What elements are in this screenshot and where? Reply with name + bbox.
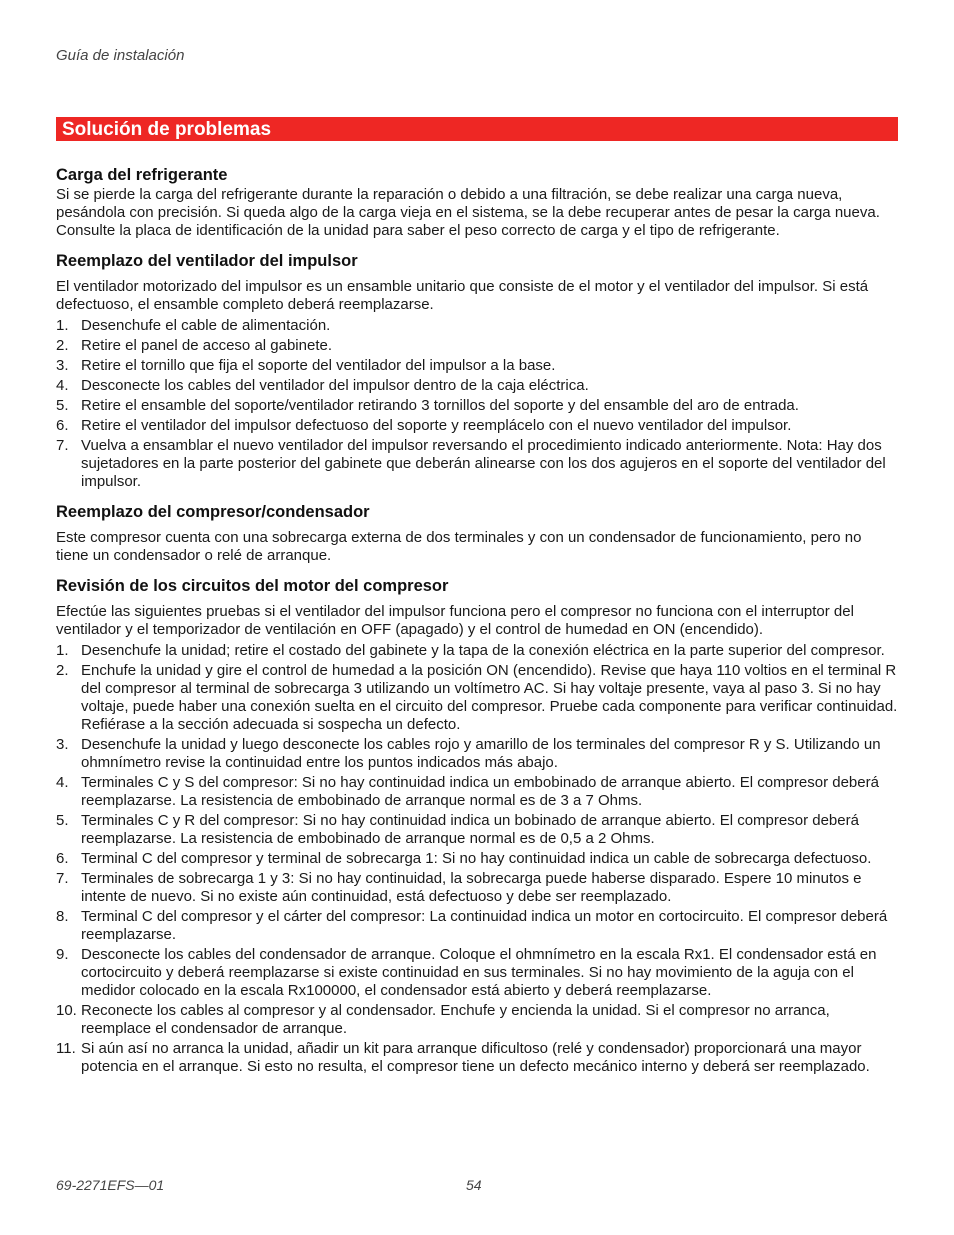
step-number: 7. [56, 437, 69, 454]
step-number: 4. [56, 774, 69, 791]
footer-doc-number: 69-2271EFS—01 [56, 1177, 165, 1193]
circuit-check-step [56, 736, 898, 772]
step-text: Retire el ventilador del impulsor defectuoso del soporte y reemplácelo con el nuevo ventilador del impulsor. [81, 417, 792, 434]
circuit-check-step [56, 662, 898, 734]
blower-intro: El ventilador motorizado del impulsor es un ensamble unitario que consiste de el motor y el ventilador del impulsor. Si está defectuoso, el ensamble completo deberá reemplazarse. [56, 278, 869, 313]
step-number: 4. [56, 377, 69, 394]
circuit-check-intro: Efectúe las siguientes pruebas si el ventilador del impulsor funciona pero el compresor no funciona con el interruptor del ventilador y el temporizador de ventilación en OFF (apagado) y el control de humedad en ON (encendido). [56, 603, 854, 638]
step-text: Desconecte los cables del ventilador del impulsor dentro de la caja eléctrica. [81, 377, 589, 394]
step-number: 2. [56, 337, 69, 354]
blower-section [56, 251, 898, 491]
step-text: Terminal C del compresor y el cárter del compresor: La continuidad indica un motor en cortocircuito. El compresor deberá reemplazarse. [81, 908, 888, 943]
circuit-check-step [56, 642, 898, 660]
step-text: Desenchufe la unidad; retire el costado del gabinete y la tapa de la conexión eléctrica en la parte superior del compresor. [81, 642, 885, 659]
blower-step [56, 357, 898, 375]
circuit-check-step [56, 1040, 898, 1076]
refrigerant-heading: Carga del refrigerante [56, 166, 228, 184]
footer-page-number: 54 [466, 1177, 482, 1193]
running-header: Guía de instalación [56, 47, 185, 64]
step-text: Retire el panel de acceso al gabinete. [81, 337, 333, 354]
blower-step [56, 377, 898, 395]
step-text: Terminales C y S del compresor: Si no hay continuidad indica un embobinado de arranque abierto. El compresor deberá reemplazarse. La resistencia de embobinado de arranque normal es de 3 a 7 Ohms. [81, 774, 879, 809]
step-text: Terminales de sobrecarga 1 y 3: Si no hay continuidad, la sobrecarga puede haberse disparado. Espere 10 minutos e intente de nuevo. Si no existe aún continuidad, está defectuoso y debe ser reemplazado. [81, 870, 862, 905]
step-number: 5. [56, 812, 69, 829]
page-content [56, 165, 898, 1078]
step-number: 9. [56, 946, 69, 963]
step-text: Terminales C y R del compresor: Si no hay continuidad indica un bobinado de arranque abierto. El compresor deberá reemplazarse. La resistencia de embobinado de arranque normal es de 0,5 a 2 Ohms. [81, 812, 859, 847]
step-text: Terminal C del compresor y terminal de sobrecarga 1: Si no hay continuidad indica un cable de sobrecarga defectuoso. [81, 850, 872, 867]
circuit-check-step [56, 850, 898, 868]
blower-steps-list [56, 317, 898, 491]
step-number: 10. [56, 1002, 77, 1019]
refrigerant-section [56, 165, 898, 240]
step-text: Reconecte los cables al compresor y al condensador. Enchufe y encienda la unidad. Si el compresor no arranca, reemplace el condensador de arranque. [81, 1002, 830, 1037]
circuit-check-step [56, 908, 898, 944]
section-title-banner: Solución de problemas [56, 117, 898, 141]
refrigerant-paragraph: Si se pierde la carga del refrigerante durante la reparación o debido a una filtración, se debe realizar una carga nueva, pesándola con precisión. Si queda algo de la carga vieja en el sistema, se la debe recuperar antes de pesar la carga nueva. Consulte la placa de identificación de la unidad para saber el peso correcto de carga y el tipo de refrigerante. [56, 186, 880, 239]
blower-step [56, 437, 898, 491]
step-number: 2. [56, 662, 69, 679]
circuit-check-heading: Revisión de los circuitos del motor del compresor [56, 577, 449, 595]
circuit-check-step [56, 870, 898, 906]
blower-step [56, 317, 898, 335]
circuit-check-step [56, 774, 898, 810]
circuit-check-section [56, 576, 898, 1076]
circuit-check-step [56, 946, 898, 1000]
blower-heading: Reemplazo del ventilador del impulsor [56, 252, 358, 270]
blower-step [56, 417, 898, 435]
step-text: Desenchufe el cable de alimentación. [81, 317, 331, 334]
step-text: Desconecte los cables del condensador de arranque. Coloque el ohmnímetro en la escala Rx1. El condensador está en cortocircuito y deberá reemplazarse si existe continuidad en sus terminales. Si no hay movimiento de la aguja con el medidor colocado en la escala Rx100000, el condensador está abierto y deberá reemplazarse. [81, 946, 877, 999]
step-number: 6. [56, 850, 69, 867]
circuit-check-steps-list [56, 642, 898, 1076]
step-number: 6. [56, 417, 69, 434]
compressor-replacement-section [56, 502, 898, 565]
step-text: Si aún así no arranca la unidad, añadir un kit para arranque dificultoso (relé y condensador) proporcionará una mayor potencia en el arranque. Si esto no resulta, el compresor tiene un defecto mecánico interno y deberá ser reemplazado. [81, 1040, 870, 1075]
compressor-replacement-heading: Reemplazo del compresor/condensador [56, 503, 370, 521]
step-number: 5. [56, 397, 69, 414]
step-text: Desenchufe la unidad y luego desconecte los cables rojo y amarillo de los terminales del compresor R y S. Utilizando un ohmnímetro revise la continuidad entre los puntos indicados más abajo. [81, 736, 881, 771]
step-number: 7. [56, 870, 69, 887]
compressor-replacement-paragraph: Este compresor cuenta con una sobrecarga externa de dos terminales y con un condensador de funcionamiento, pero no tiene un condensador o relé de arranque. [56, 529, 862, 564]
step-number: 1. [56, 317, 69, 334]
step-number: 8. [56, 908, 69, 925]
step-number: 3. [56, 736, 69, 753]
step-text: Enchufe la unidad y gire el control de humedad a la posición ON (encendido). Revise que haya 110 voltios en el terminal R del compresor al terminal de sobrecarga 3 utilizando un voltímetro AC. Si hay voltaje presente, vaya al paso 3. Si no hay voltaje, puede haber una conexión suelta en el circuito del compresor. Pruebe cada componente para verificar continuidad. Refiérase a la sección adecuada si sospecha un defecto. [81, 662, 898, 733]
step-number: 3. [56, 357, 69, 374]
blower-step [56, 397, 898, 415]
step-text: Retire el tornillo que fija el soporte del ventilador del impulsor a la base. [81, 357, 556, 374]
step-number: 1. [56, 642, 69, 659]
step-number: 11. [56, 1040, 76, 1057]
step-text: Retire el ensamble del soporte/ventilador retirando 3 tornillos del soporte y del ensamble del aro de entrada. [81, 397, 799, 414]
blower-step [56, 337, 898, 355]
circuit-check-step [56, 812, 898, 848]
circuit-check-step [56, 1002, 898, 1038]
step-text: Vuelva a ensamblar el nuevo ventilador del impulsor reversando el procedimiento indicado anteriormente. Nota: Hay dos sujetadores en la parte posterior del gabinete que deberán alinearse con los dos agujeros en el soporte del ventilador del impulsor. [81, 437, 886, 490]
